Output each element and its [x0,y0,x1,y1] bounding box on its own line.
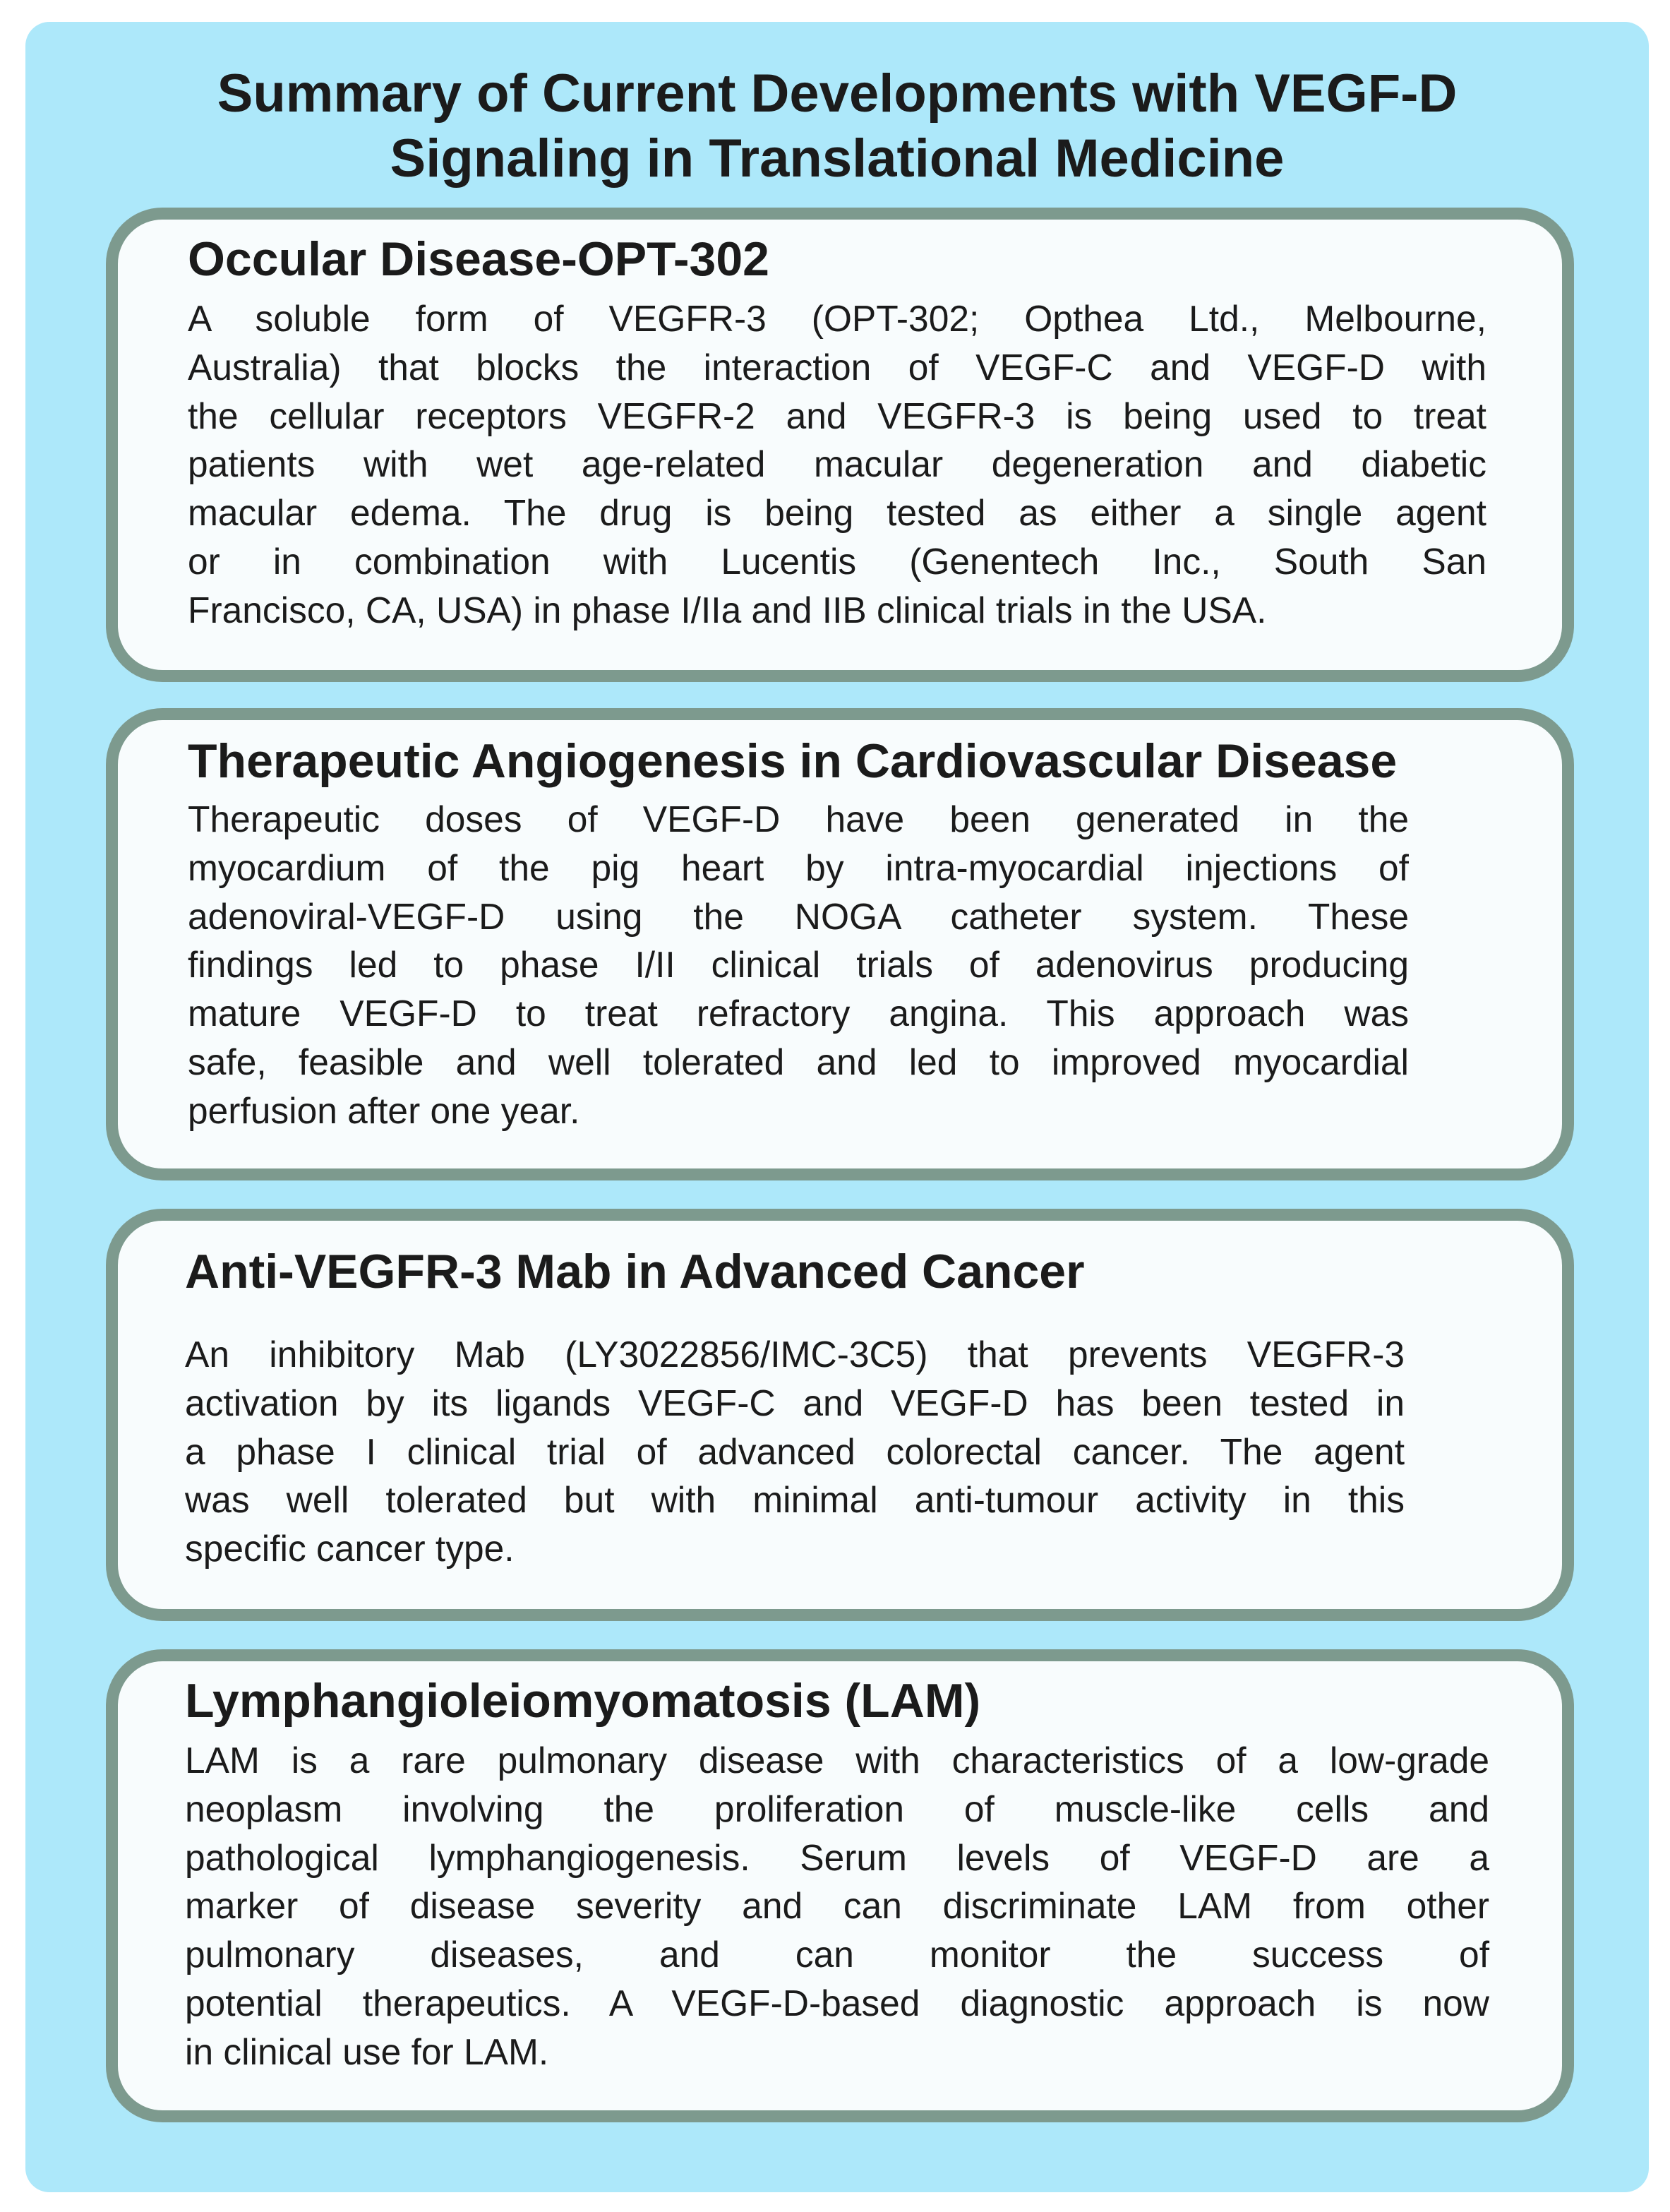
title-line-2: Signaling in Translational Medicine [390,128,1285,189]
body-line: potential therapeutics. A VEGF-D-based diagnostic approach is now [185,1982,1489,2023]
card-body [185,1330,1405,1573]
body-line: Francisco, CA, USA) in phase I/IIa and IIB clinical trials in the USA. [188,589,1267,630]
card-body [185,1736,1489,2076]
card-body [188,795,1409,1135]
card-heading: Lymphangioleiomyomatosis (LAM) [185,1674,981,1728]
page-title [25,61,1649,191]
card-body [188,294,1486,635]
card-occular-disease [106,208,1574,682]
title-line-1: Summary of Current Developments with VEGF-D [217,64,1458,124]
card-anti-vegfr3-mab [106,1209,1574,1621]
body-line: patients with wet age-related macular degeneration and diabetic [188,443,1486,485]
body-line: or in combination with Lucentis (Genentech Inc., South San [188,540,1486,582]
body-line: safe, feasible and well tolerated and led to improved myocardial [188,1041,1409,1082]
body-line: findings led to phase I/II clinical trials of adenovirus producing [188,944,1409,986]
body-line: macular edema. The drug is being tested as either a single agent [188,492,1486,534]
card-heading: Therapeutic Angiogenesis in Cardiovascular Disease [188,734,1398,788]
body-line: pulmonary diseases, and can monitor the success of [185,1934,1489,1975]
body-line: LAM is a rare pulmonary disease with characteristics of a low-grade [185,1740,1489,1781]
body-line: the cellular receptors VEGFR-2 and VEGFR-3 is being used to treat [188,395,1486,436]
body-line: pathological lymphangiogenesis. Serum levels of VEGF-D are a [185,1836,1489,1878]
body-line: myocardium of the pig heart by intra-myocardial injections of [188,847,1409,888]
body-line: in clinical use for LAM. [185,2031,549,2072]
card-heading: Occular Disease-OPT-302 [188,232,770,286]
body-line: mature VEGF-D to treat refractory angina. This approach was [188,993,1409,1034]
body-line: activation by its ligands VEGF-C and VEGF-D has been tested in [185,1382,1405,1423]
body-line: Australia) that blocks the interaction of VEGF-C and VEGF-D with [188,346,1486,388]
body-line: was well tolerated but with minimal anti-tumour activity in this [185,1479,1405,1521]
body-line: neoplasm involving the proliferation of muscle-like cells and [185,1788,1489,1829]
card-lam [106,1649,1574,2122]
body-line: adenoviral-VEGF-D using the NOGA catheter system. These [188,895,1409,937]
body-line: An inhibitory Mab (LY3022856/IMC-3C5) that prevents VEGFR-3 [185,1334,1405,1375]
body-line: A soluble form of VEGFR-3 (OPT-302; Opthea Ltd., Melbourne, [188,298,1486,339]
body-line: Therapeutic doses of VEGF-D have been generated in the [188,799,1409,839]
body-line: perfusion after one year. [188,1089,580,1131]
summary-panel [25,22,1649,2192]
body-line: a phase I clinical trial of advanced colorectal cancer. The agent [185,1430,1405,1472]
body-line: specific cancer type. [185,1528,515,1570]
body-line: marker of disease severity and can discriminate LAM from other [185,1885,1489,1927]
card-heading: Anti-VEGFR-3 Mab in Advanced Cancer [185,1245,1085,1298]
card-therapeutic-angiogenesis [106,708,1574,1180]
